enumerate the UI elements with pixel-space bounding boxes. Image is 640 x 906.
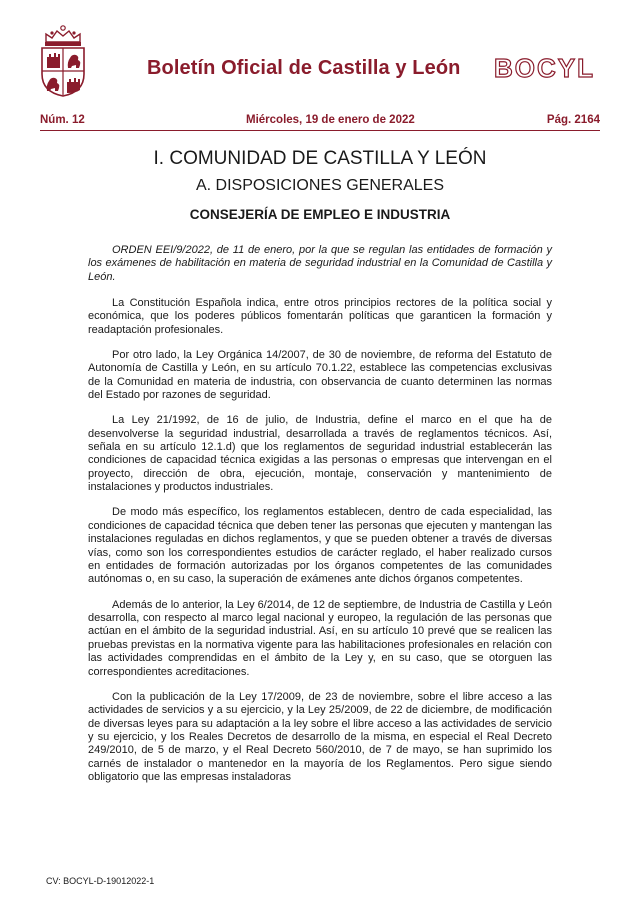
section-title: I. COMUNIDAD DE CASTILLA Y LEÓN [153,148,487,169]
paragraph: De modo más específico, los reglamentos establecen, dentro de cada especialidad, las condiciones de capacidad técnica que deben tener las personas que ejecuten y mantengan las instalaciones reguladas en dichos reglamentos, y que se pueden obtener a través de diversas vías, como son los correspondientes estudios de carácter reglado, el haber realizado cursos en entidades de formación autorizadas por los órganos competentes de las comunidades autónomas o, en su caso, la superación de exámenes ante dichos órganos competentes. [88,506,552,586]
paragraph: Por otro lado, la Ley Orgánica 14/2007, de 30 de noviembre, de reforma del Estatuto de Autonomía de Castilla y León, en su artículo 70.1.22, establece las competencias exclusivas de la Comunidad en materia de industria, con observancia de cuanto determinen las normas del Estado por razones de seguridad. [88,348,552,401]
document-body [88,244,552,797]
page-number: Pág. 2164 [546,114,600,126]
issue-date: Miércoles, 19 de enero de 2022 [246,114,415,126]
subsection-title: A. DISPOSICIONES GENERALES [195,177,445,194]
issue-number: Núm. 12 [40,114,85,126]
bocyl-logo: BOCYL [494,53,595,83]
paragraph: La Constitución Española indica, entre otros principios rectores de la política social y económica, que los poderes públicos fomentarán políticas que garanticen la formación y readaptación profesionales. [88,296,552,336]
paragraph: Además de lo anterior, la Ley 6/2014, de 12 de septiembre, de Industria de Castilla y León desarrolla, con respecto al marco legal nacional y europeo, la regulación de las personas que actúan en el ámbito de la seguridad industrial. Así, en su artículo 10 prevé que se realicen las pruebas previstas en la normativa vigente para las habilitaciones profesionales en relación con las actividades comprendidas en el ámbito de la Ley y, en su caso, que se otorguen las correspondientes acreditaciones. [88,598,552,678]
paragraph: Con la publicación de la Ley 17/2009, de 23 de noviembre, sobre el libre acceso a las actividades de servicios y a su ejercicio, y la Ley 25/2009, de 22 de diciembre, de modificación de diversas leyes para su adaptación a la ley sobre el libre acceso a las actividades de servicio y su ejercicio, y los Reales Decretos de desarrollo de la misma, en especial el Real Decreto 249/2010, de 5 de marzo, y el Real Decreto 560/2010, de 7 de mayo, se han suprimido los carnés de instalador o mantenedor en la mayoría de los Reglamentos. Pero sigue siendo obligatorio que las empresas instaladoras [88,690,552,784]
coat-of-arms-icon [38,24,88,98]
order-title: ORDEN EEI/9/2022, de 11 de enero, por la que se regulan las entidades de formación y los exámenes de habilitación en materia de seguridad industrial en la Comunidad de Castilla y León. [88,244,552,283]
page-header [0,0,640,112]
bulletin-title: Boletín Oficial de Castilla y León [147,57,461,79]
header-divider [40,130,600,131]
cv-code: CV: BOCYL-D-19012022-1 [46,876,155,886]
paragraph: La Ley 21/1992, de 16 de julio, de Industria, define el marco en el que ha de desenvolverse la seguridad industrial, desarrollada a través de reglamentos técnicos. Así, señala en su artículo 12.1.d) que los reglamentos de seguridad industrial establecerán las condiciones de capacidad técnica exigidas a las personas o empresas que intervengan en el proyecto, dirección de obra, ejecución, montaje, conservación y mantenimiento de instalaciones y productos industriales. [88,414,552,494]
ministry-title: CONSEJERÍA DE EMPLEO E INDUSTRIA [189,207,451,222]
issue-info-bar [40,114,600,130]
